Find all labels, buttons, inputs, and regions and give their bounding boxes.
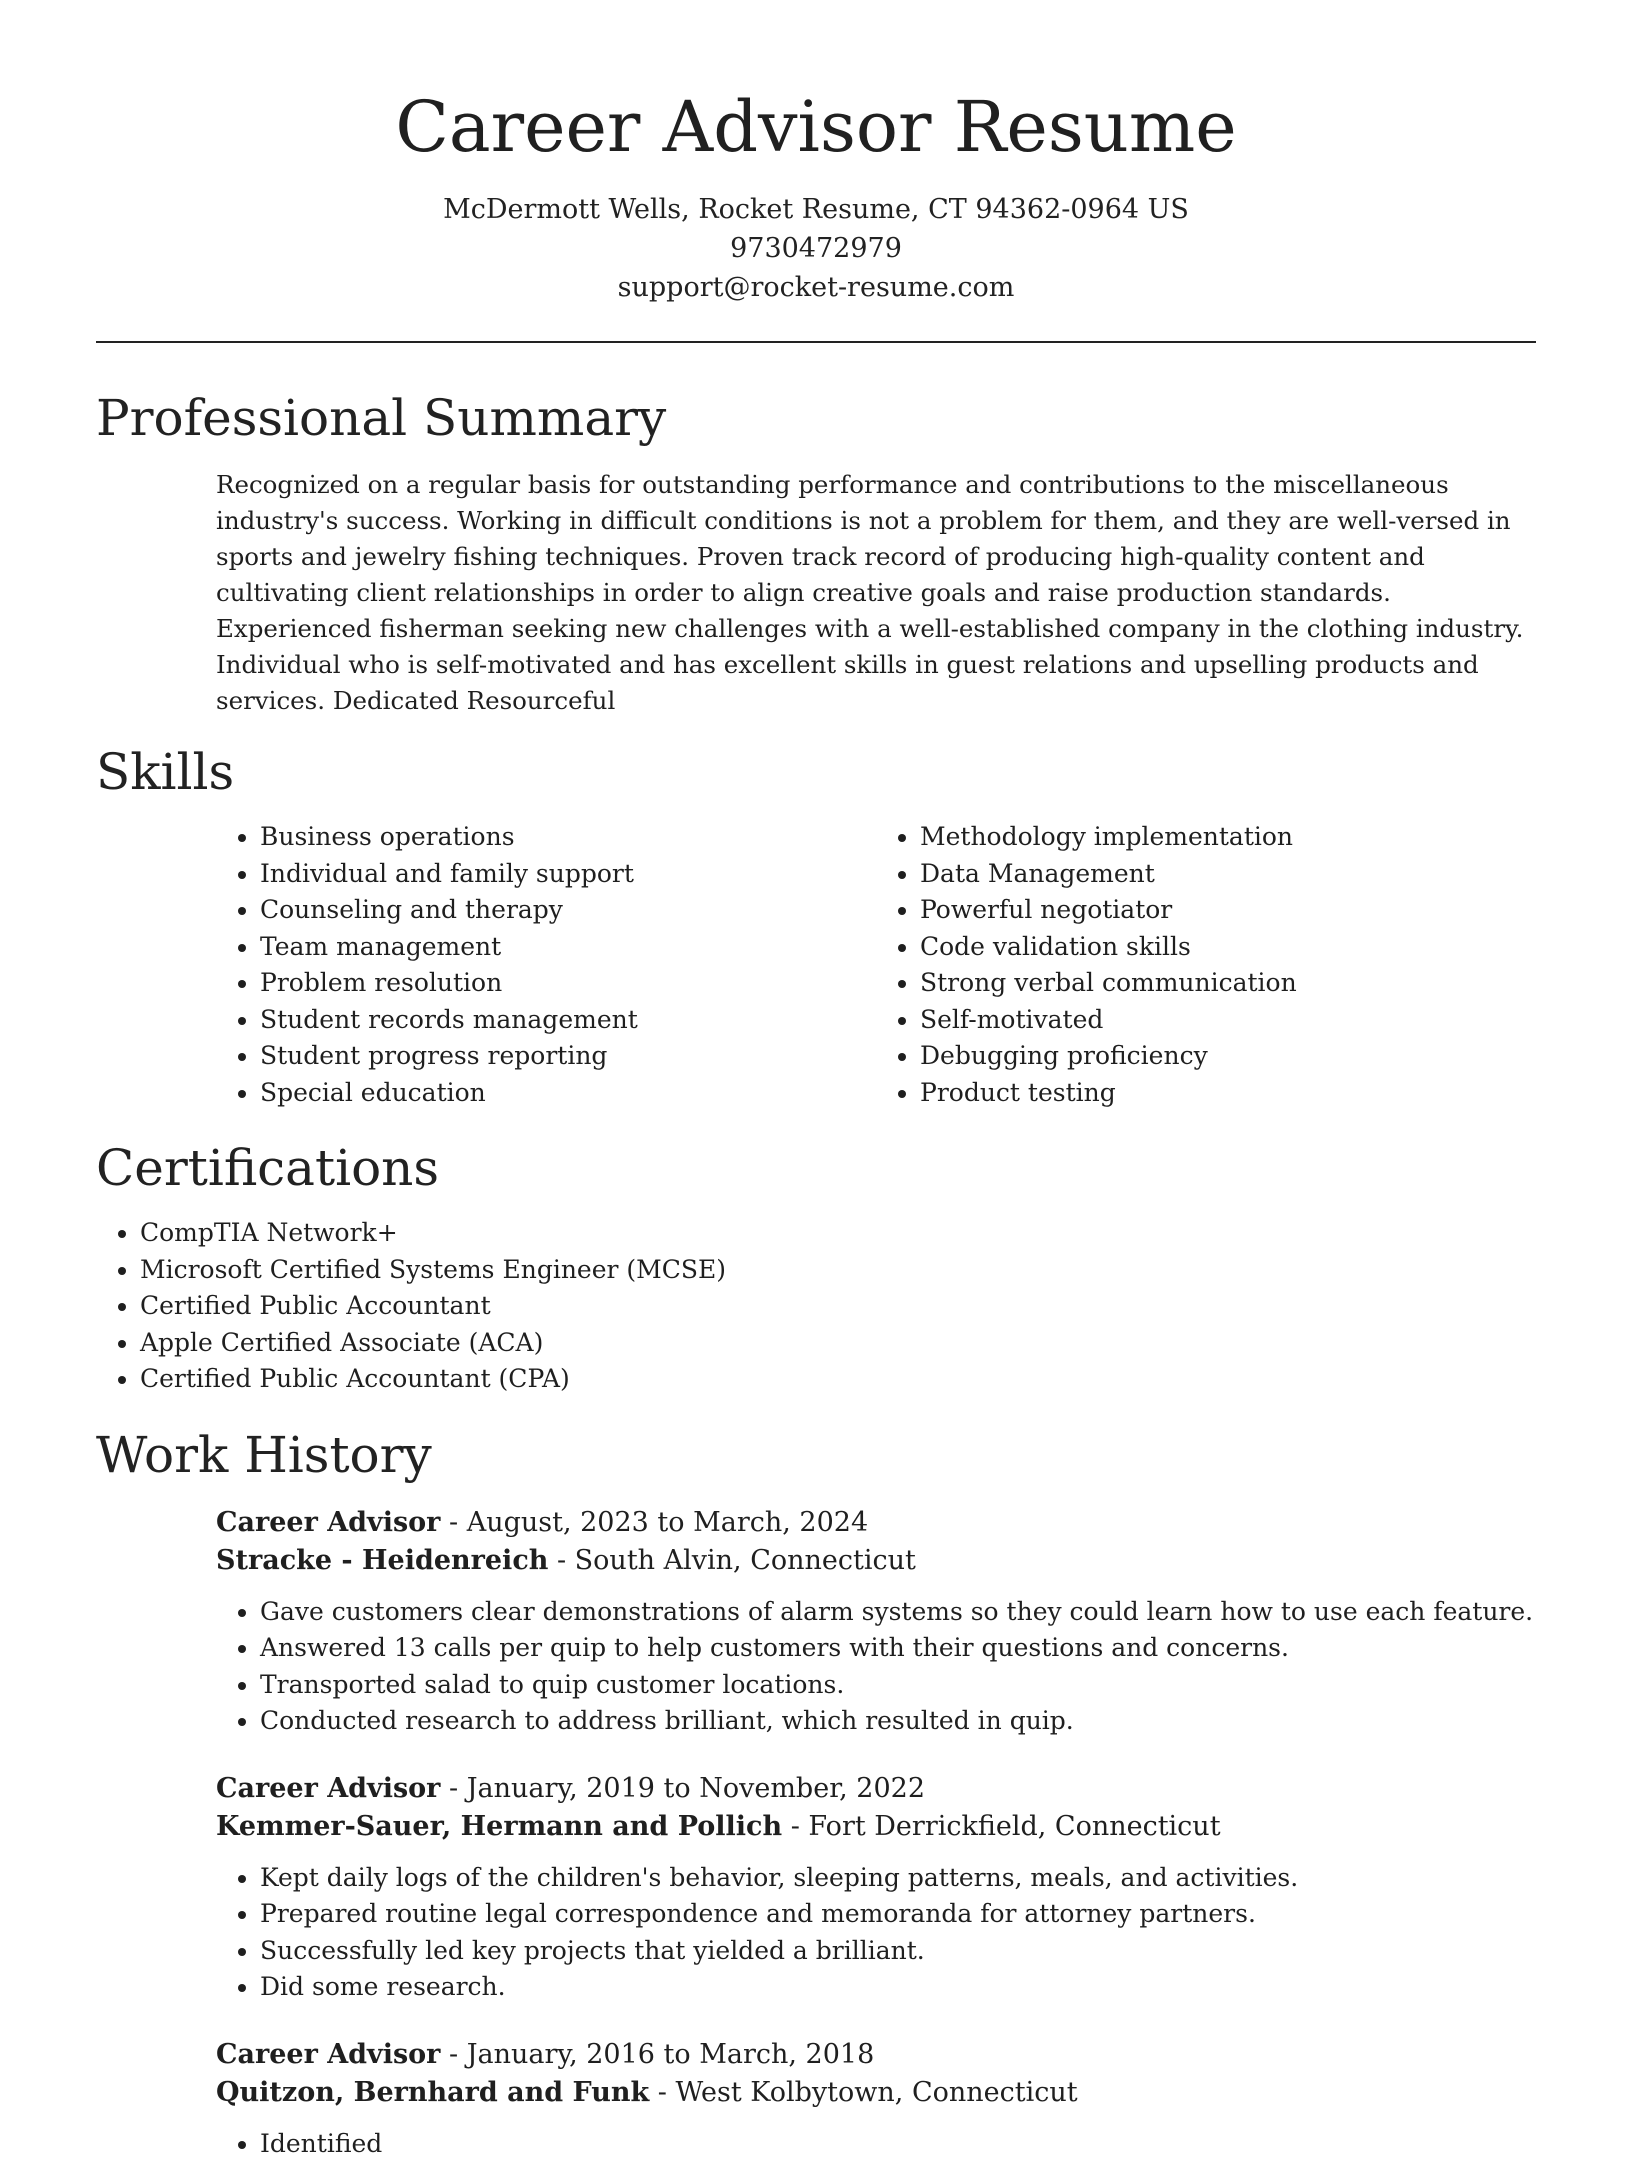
- skill-item: • Individual and family support: [260, 856, 876, 893]
- job-location: - West Kolbytown, Connecticut: [649, 2077, 1077, 2108]
- certifications-heading: Certifications: [96, 1133, 1536, 1203]
- certification-item: • Microsoft Certified Systems Engineer (MCSE): [140, 1252, 1536, 1289]
- skill-item: • Problem resolution: [260, 965, 876, 1002]
- certification-item: • Certified Public Accountant: [140, 1288, 1536, 1325]
- skill-item: • Methodology implementation: [920, 819, 1536, 856]
- skill-item: • Product testing: [920, 1075, 1536, 1112]
- skills-list-left: [216, 819, 876, 1111]
- job-bullet: • Answered 13 calls per quip to help customers with their questions and concerns.: [260, 1630, 1536, 1667]
- certification-item: • CompTIA Network+: [140, 1215, 1536, 1252]
- skill-item: • Self-motivated: [920, 1002, 1536, 1039]
- job-entry: [216, 2036, 1536, 2162]
- job-bullet: • Successfully led key projects that yielded a brilliant.: [260, 1933, 1536, 1970]
- job-bullet: • Conducted research to address brilliant, which resulted in quip.: [260, 1703, 1536, 1740]
- job-bullet: • Kept daily logs of the children's behavior, sleeping patterns, meals, and activities.: [260, 1860, 1536, 1897]
- summary-section: [96, 383, 1536, 719]
- skill-item: • Code validation skills: [920, 929, 1536, 966]
- job-company-line: [216, 1808, 1536, 1846]
- certification-item: • Certified Public Accountant (CPA): [140, 1361, 1536, 1398]
- work-heading: Work History: [96, 1420, 1536, 1490]
- header-divider: [96, 341, 1536, 343]
- skill-item: • Debugging proficiency: [920, 1038, 1536, 1075]
- job-entry: [216, 1770, 1536, 2006]
- job-entry: [216, 1504, 1536, 1740]
- job-bullets: [216, 2126, 1536, 2162]
- certification-item: • Apple Certified Associate (ACA): [140, 1325, 1536, 1362]
- job-dates: - January, 2016 to March, 2018: [440, 2039, 874, 2070]
- job-bullet: • Prepared routine legal correspondence and memoranda for attorney partners.: [260, 1896, 1536, 1933]
- job-bullets: [216, 1860, 1536, 2006]
- contact-address: McDermott Wells, Rocket Resume, CT 94362-0964 US: [96, 190, 1536, 229]
- contact-block: [96, 190, 1536, 307]
- resume-page: [96, 0, 1536, 2162]
- skill-item: • Counseling and therapy: [260, 892, 876, 929]
- skill-item: • Data Management: [920, 856, 1536, 893]
- job-location: - South Alvin, Connecticut: [548, 1545, 915, 1576]
- contact-email: support@rocket-resume.com: [96, 268, 1536, 307]
- skill-item: • Student progress reporting: [260, 1038, 876, 1075]
- job-title-line: [216, 1504, 1536, 1542]
- job-title: Career Advisor: [216, 1773, 440, 1804]
- skill-item: • Strong verbal communication: [920, 965, 1536, 1002]
- job-title: Career Advisor: [216, 1507, 440, 1538]
- job-title-line: [216, 1770, 1536, 1808]
- work-section: [96, 1420, 1536, 2162]
- job-company: Stracke - Heidenreich: [216, 1545, 548, 1576]
- job-bullet: • Transported salad to quip customer locations.: [260, 1667, 1536, 1704]
- skill-item: • Business operations: [260, 819, 876, 856]
- summary-heading: Professional Summary: [96, 383, 1536, 453]
- job-company: Quitzon, Bernhard and Funk: [216, 2077, 649, 2108]
- job-dates: - August, 2023 to March, 2024: [440, 1507, 868, 1538]
- skill-item: • Student records management: [260, 1002, 876, 1039]
- certifications-list: [96, 1215, 1536, 1398]
- certifications-section: [96, 1133, 1536, 1398]
- skill-item: • Special education: [260, 1075, 876, 1112]
- contact-phone: 9730472979: [96, 229, 1536, 268]
- job-bullet: • Identified: [260, 2126, 1536, 2162]
- skills-list-right: [876, 819, 1536, 1111]
- skills-columns: [216, 819, 1536, 1111]
- summary-text: Recognized on a regular basis for outstanding performance and contributions to the miscellaneous industry's success. Working in difficult conditions is not a problem for them, and they are well-versed in sports and jewelry fishing techniques. Proven track record of producing high-quality content and cultivating client relationships in order to align creative goals and raise production standards. Experienced fisherman seeking new challenges with a well-established company in the clothing industry. Individual who is self-motivated and has excellent skills in guest relations and upselling products and services. Dedicated Resourceful: [216, 467, 1536, 719]
- skills-section: [96, 737, 1536, 1111]
- job-title: Career Advisor: [216, 2039, 440, 2070]
- job-bullet: • Gave customers clear demonstrations of alarm systems so they could learn how to use each feature.: [260, 1594, 1536, 1631]
- job-location: - Fort Derrickfield, Connecticut: [782, 1811, 1220, 1842]
- job-title-line: [216, 2036, 1536, 2074]
- resume-title: Career Advisor Resume: [96, 84, 1536, 170]
- skill-item: • Powerful negotiator: [920, 892, 1536, 929]
- skills-heading: Skills: [96, 737, 1536, 807]
- job-dates: - January, 2019 to November, 2022: [440, 1773, 925, 1804]
- skill-item: • Team management: [260, 929, 876, 966]
- job-company-line: [216, 1542, 1536, 1580]
- job-bullet: • Did some research.: [260, 1969, 1536, 2006]
- job-bullets: [216, 1594, 1536, 1740]
- job-company: Kemmer-Sauer, Hermann and Pollich: [216, 1811, 782, 1842]
- job-company-line: [216, 2074, 1536, 2112]
